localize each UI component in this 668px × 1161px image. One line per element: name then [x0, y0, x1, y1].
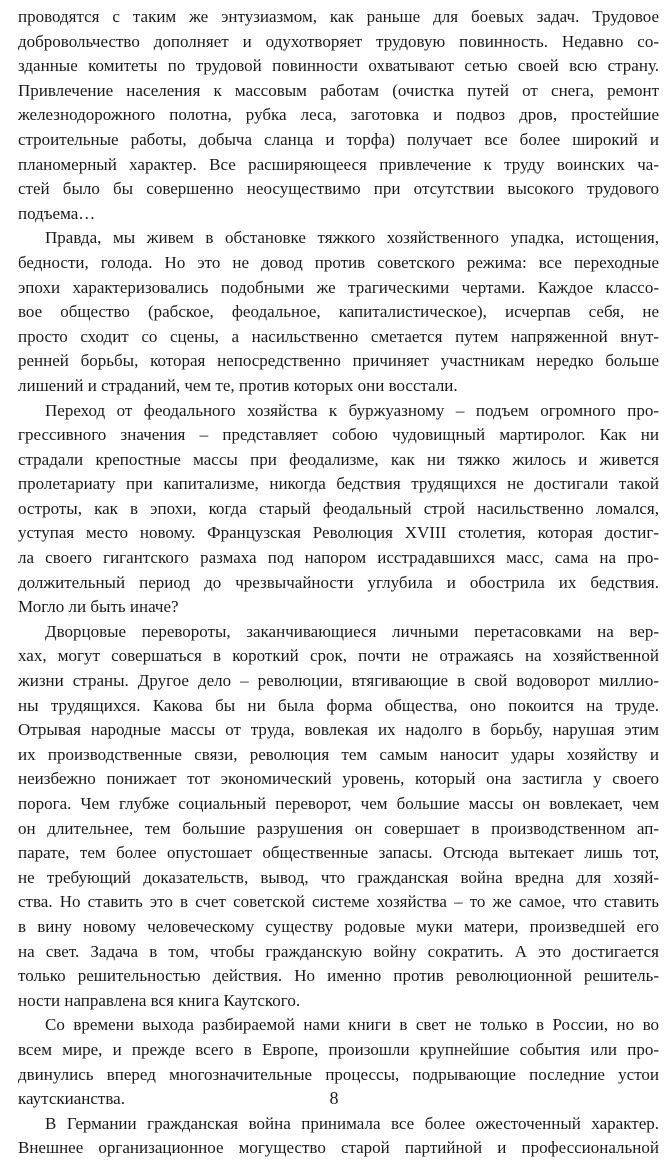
text-line: порога. Чем глубже социальный переворот, чем большие массы он вовлекает, чем	[18, 794, 659, 813]
text-line: пролетариату при капитализме, никогда бедствия трудящихся не достигали такой	[18, 474, 659, 494]
text-line: должительный период до чрезвычайности углубила и обострила их бедствия.	[18, 572, 659, 592]
text-line: Привлечение населения к массовым работам (очистка путей от снега, ремонт	[18, 80, 659, 100]
paragraph	[18, 1112, 659, 1161]
text-line: эпохи характеризовались подобными же трагическими чертами. Каждое классо-	[18, 277, 659, 297]
paragraph	[18, 226, 659, 398]
text-line: просто сходит со сцены, а насильственно сметается путем напряженной внут-	[18, 326, 659, 346]
text-line: В Германии гражданская война принимала все более ожесточенный характер.	[45, 1113, 659, 1133]
text-line: Могло ли быть иначе?	[18, 597, 179, 617]
text-line: зданные комитеты по трудовой повинности охватывают сетью своей всю страну.	[18, 56, 659, 76]
text-line: всем мире, и прежде всего в Европе, произошли крупнейшие события или про-	[18, 1039, 659, 1059]
text-line: планомерный характер. Все расширяющееся привлечение к труду воинских ча-	[18, 154, 659, 174]
text-line: уступая место новому. Французская Революция XVIII столетия, которая достиг-	[18, 523, 659, 543]
text-line: ности направлена вся книга Каутского.	[18, 990, 301, 1010]
text-line: их производственные связи, революция тем самым наносит удары хозяйству и	[18, 744, 659, 764]
page-text	[18, 5, 659, 1161]
text-line: добровольчество дополняет и одухотворяет трудовую повинность. Недавно со-	[18, 31, 659, 51]
page-number: 8	[329, 1088, 339, 1108]
text-line: подъема…	[18, 203, 96, 223]
text-line: он длительнее, тем большие разрушения он совершает в производственном ап-	[18, 818, 659, 838]
text-line: на свет. Задача в том, чтобы гражданскую войну сократить. А это достигается	[18, 941, 659, 961]
text-line: ла своего гигантского размаха под напором исстрадавшихся масс, сама на про-	[18, 548, 659, 568]
text-line: железнодорожного полотна, рубка леса, заготовка и подвоз дров, простейшие	[18, 105, 659, 125]
text-line: парате, тем более опустошает общественные запасы. Отсюда вытекает лишь тот,	[18, 843, 659, 863]
text-line: Отрывая народные массы от труда, вовлекая их надолго в борьбу, нарушая этим	[18, 720, 659, 740]
text-line: жизни страны. Другое дело – революции, втягивающие в свой водоворот миллио-	[18, 671, 659, 691]
text-line: лишений и страданий, чем те, против которых они восстали.	[18, 375, 458, 395]
text-line: ны трудящихся. Какова бы ни была форма общества, оно покоится на труде.	[18, 695, 659, 715]
text-line: только решительностью действия. Но именно против революционной решитель-	[18, 966, 659, 986]
text-line: двинулись вперед многозначительные процессы, подрывающие последние устои	[18, 1064, 659, 1084]
text-line: грессивного значения – представляет собою чудовищный мартиролог. Как ни	[18, 425, 659, 445]
text-line: Дворцовые перевороты, заканчивающиеся личными перетасовками на вер-	[45, 621, 659, 641]
text-line: страдали крепостные массы при феодализме, как ни тяжко жилось и живется	[18, 449, 659, 469]
paragraph	[18, 399, 659, 620]
text-line: в вину новому человеческому существу родовые муки матери, произведшей его	[18, 916, 659, 936]
text-line: не требующий доказательств, вывод, что гражданская война вредна для хозяй-	[18, 867, 659, 887]
text-line: ства. Но ставить это в счет советской системе хозяйства – то же самое, что ставить	[18, 892, 659, 912]
text-line: Со времени выхода разбираемой нами книги в свет не только в России, но во	[45, 1015, 659, 1035]
text-line: стей было бы совершенно неосуществимо при отсутствии высокого трудового	[18, 179, 659, 199]
text-line: бедности, голода. Но это не довод против советского режима: все переходные	[18, 252, 659, 272]
text-line: каутскианства.	[18, 1089, 125, 1109]
text-line: проводятся с таким же энтузиазмом, как раньше для боевых задач. Трудовое	[18, 7, 659, 26]
paragraph	[18, 5, 659, 226]
paragraph	[18, 620, 659, 1014]
text-line: Правда, мы живем в обстановке тяжкого хозяйственного упадка, истощения,	[45, 228, 659, 248]
text-line: строительные работы, добыча сланца и торфа) получает все более широкий и	[18, 129, 659, 149]
text-line: Внешнее организационное могущество старой партийной и профессиональной	[18, 1138, 659, 1158]
text-line: хах, могут совершаться в короткий срок, почти не отражаясь на хозяйственной	[18, 646, 659, 666]
text-line: остроты, как в эпохи, когда старый феодальный строй насильственно ломался,	[18, 498, 659, 518]
text-line: ренней борьбы, которая непосредственно причиняет участникам нередко больше	[18, 351, 659, 371]
text-line: вое общество (рабское, феодальное, капиталистическое), исчерпав себя, не	[18, 302, 659, 322]
text-line: неизбежно понижает тот экономический уровень, который она застигла у своего	[18, 769, 659, 789]
text-line: Переход от феодального хозяйства к буржуазному – подъем огромного про-	[45, 400, 659, 420]
